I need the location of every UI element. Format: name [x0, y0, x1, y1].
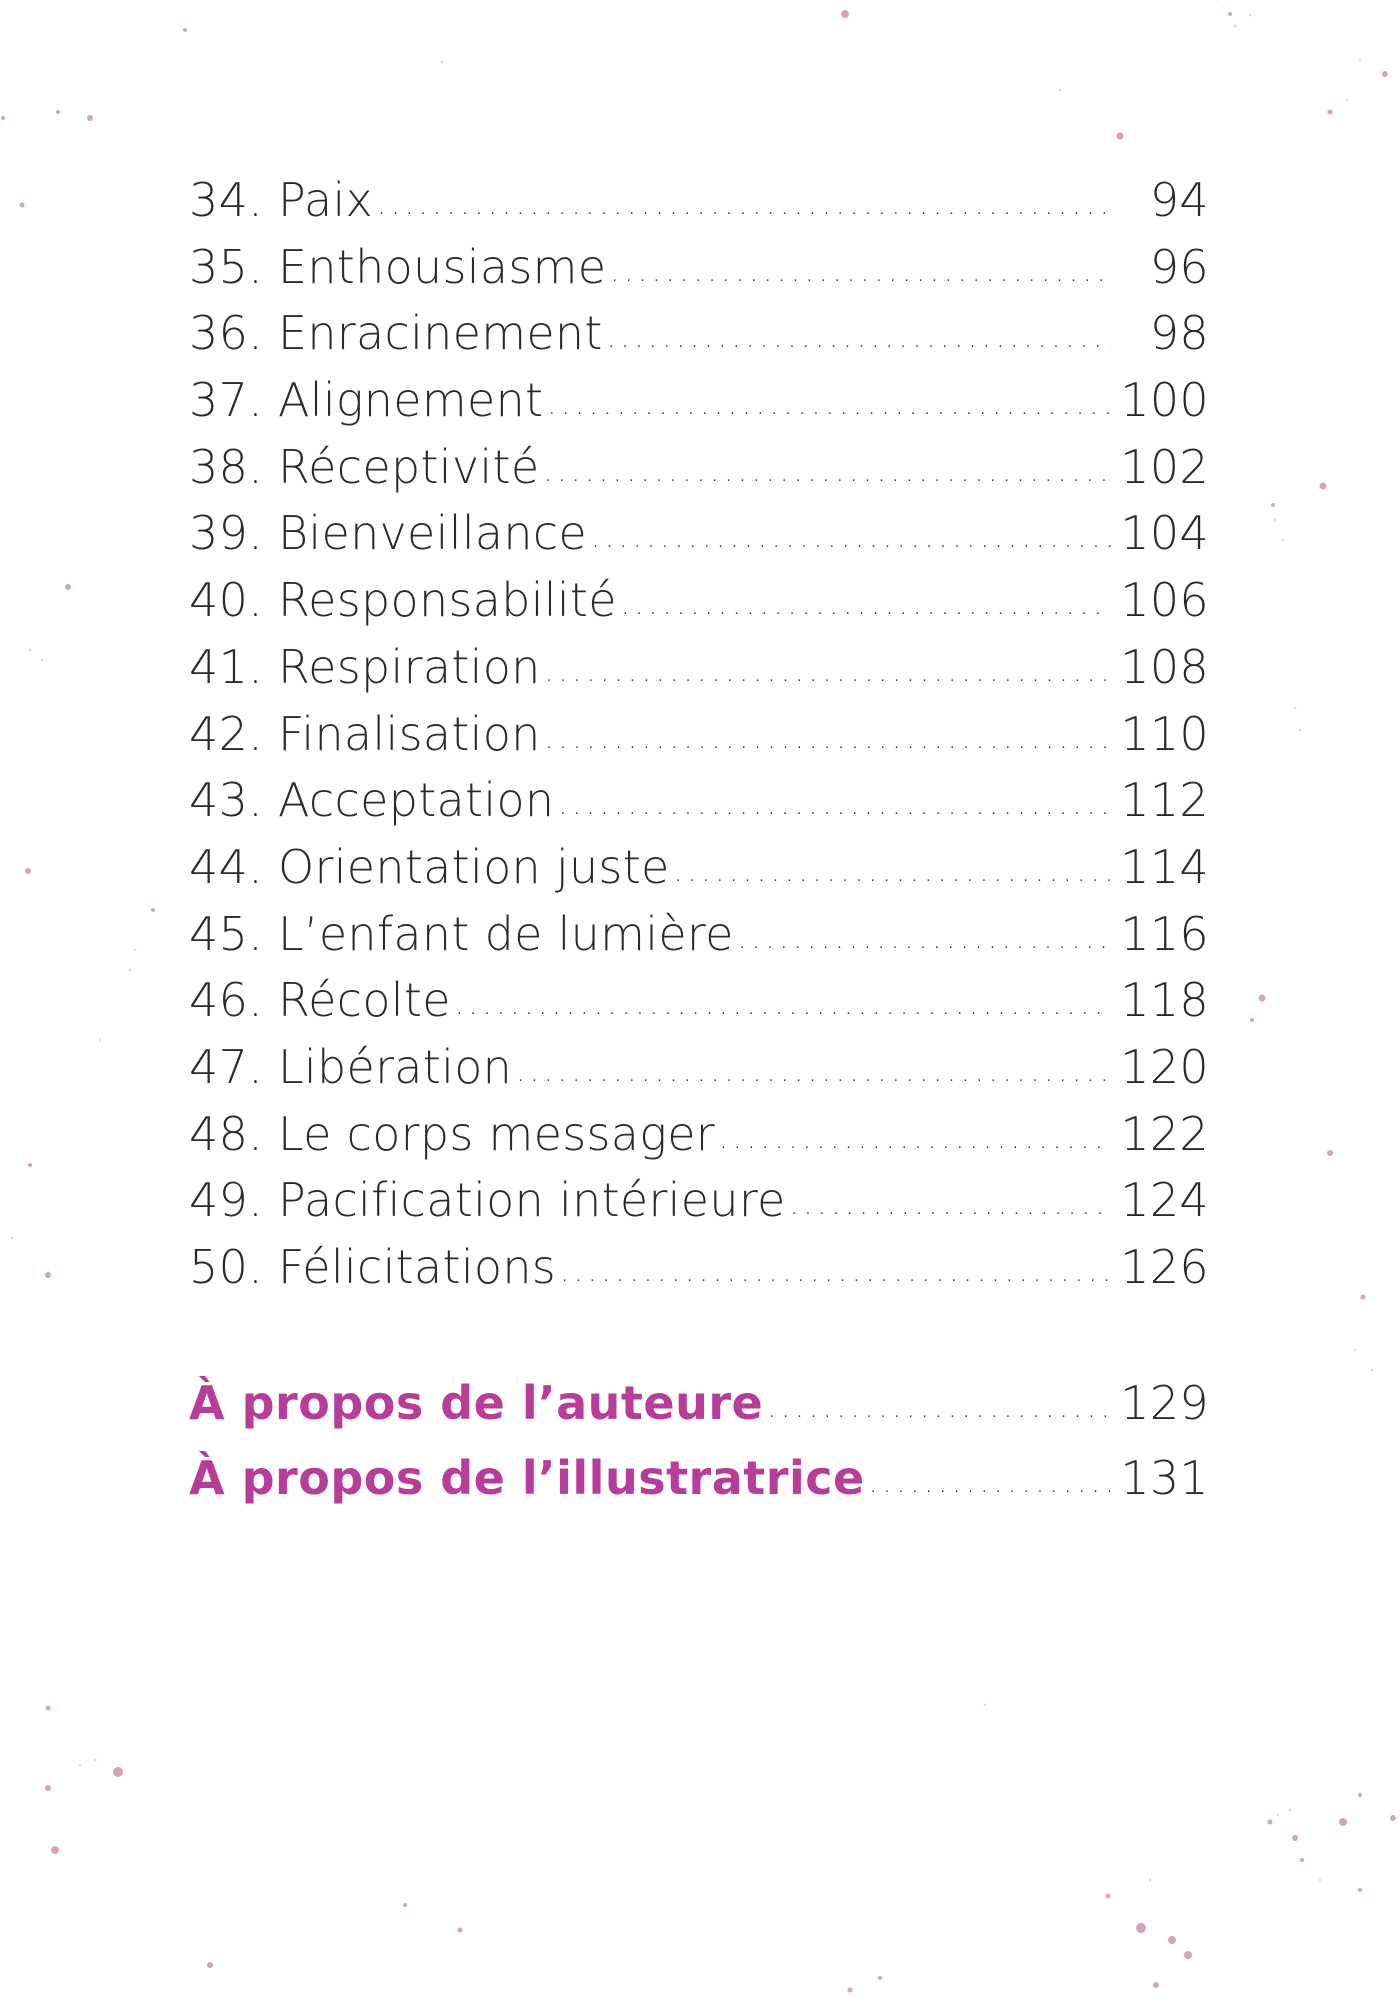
toc-entry-page: 110: [1120, 706, 1209, 761]
dot-leader: [545, 639, 1111, 706]
dot-leader: [738, 906, 1111, 973]
toc-entry-about-author[interactable]: [189, 1366, 1209, 1441]
toc-entry[interactable]: [189, 434, 1209, 501]
toc-entry-title: 43. Acceptation: [189, 773, 555, 828]
dot-leader: [545, 706, 1111, 773]
toc-entry-title: 36. Enracinement: [189, 306, 603, 361]
toc-entry-title: 50. Félicitations: [189, 1240, 557, 1294]
toc-entry[interactable]: [189, 500, 1209, 567]
toc-entry[interactable]: [189, 834, 1209, 901]
toc-entry-page: 94: [1149, 173, 1209, 227]
dot-leader: [610, 239, 1111, 306]
toc-entry-page: 131: [1120, 1451, 1209, 1505]
table-of-contents: [189, 167, 1209, 1301]
toc-entry-page: 98: [1149, 306, 1209, 361]
toc-entry-page: 118: [1120, 973, 1209, 1028]
toc-entry[interactable]: [189, 701, 1209, 768]
toc-entry-title: 39. Bienveillance: [189, 506, 588, 561]
toc-entry[interactable]: [189, 1034, 1209, 1101]
toc-entry[interactable]: [189, 634, 1209, 701]
toc-entry-page: 108: [1120, 639, 1209, 694]
toc-entry[interactable]: [189, 1101, 1209, 1168]
dot-leader: [558, 772, 1111, 839]
toc-entry[interactable]: [189, 300, 1209, 367]
toc-entry-title: 49. Pacification intérieure: [189, 1173, 786, 1228]
toc-entry[interactable]: [189, 1167, 1209, 1234]
toc-entry-title: À propos de l’auteure: [189, 1376, 764, 1430]
toc-entry-title: 42. Finalisation: [189, 706, 541, 761]
dot-leader: [591, 505, 1111, 572]
toc-entry-page: 120: [1120, 1039, 1209, 1094]
dot-leader: [377, 172, 1111, 239]
toc-entry-title: 34. Paix: [189, 173, 374, 227]
toc-entry[interactable]: [189, 567, 1209, 634]
dot-leader: [869, 1445, 1111, 1520]
toc-entry-page: 106: [1120, 573, 1209, 628]
dot-leader: [621, 572, 1111, 639]
toc-entry-title: 48. Le corps messager: [189, 1106, 716, 1161]
toc-entry-page: 126: [1120, 1240, 1209, 1294]
toc-entry[interactable]: [189, 767, 1209, 834]
toc-entry-title: À propos de l’illustratrice: [189, 1451, 865, 1505]
toc-entry-page: 129: [1120, 1376, 1209, 1430]
toc-entry-title: 35. Enthousiasme: [189, 239, 607, 294]
toc-entry-title: 38. Réceptivité: [189, 439, 540, 494]
dot-leader: [790, 1172, 1111, 1239]
toc-appendix: [189, 1366, 1209, 1516]
dot-leader: [719, 1106, 1111, 1173]
toc-entry[interactable]: [189, 167, 1209, 234]
toc-entry-title: 41. Respiration: [189, 639, 541, 694]
toc-entry-page: 100: [1120, 373, 1209, 428]
toc-entry-title: 47. Libération: [189, 1039, 513, 1094]
toc-entry-title: 45. L’enfant de lumière: [189, 906, 734, 961]
dot-leader: [767, 1370, 1111, 1445]
toc-entry-page: 104: [1120, 506, 1209, 561]
toc-entry-title: 37. Alignement: [189, 373, 544, 428]
toc-entry-page: 116: [1120, 906, 1209, 961]
dot-leader: [543, 439, 1111, 506]
toc-entry-page: 124: [1120, 1173, 1209, 1228]
toc-entry[interactable]: [189, 1234, 1209, 1301]
toc-entry[interactable]: [189, 367, 1209, 434]
toc-entry-page: 102: [1120, 439, 1209, 494]
toc-entry[interactable]: [189, 967, 1209, 1034]
dot-leader: [607, 305, 1111, 372]
toc-entry-page: 112: [1120, 773, 1209, 828]
toc-entry-title: 40. Responsabilité: [189, 573, 617, 628]
toc-entry-page: 122: [1120, 1106, 1209, 1161]
toc-entry-page: 114: [1120, 839, 1209, 894]
dot-leader: [560, 1239, 1111, 1306]
toc-entry-about-illustrator[interactable]: [189, 1441, 1209, 1516]
toc-entry[interactable]: [189, 234, 1209, 301]
toc-entry[interactable]: [189, 901, 1209, 968]
toc-entry-page: 96: [1149, 239, 1209, 294]
toc-entry-title: 46. Récolte: [189, 973, 451, 1028]
dot-leader: [547, 372, 1111, 439]
dot-leader: [516, 1039, 1111, 1106]
toc-entry-title: 44. Orientation juste: [189, 839, 670, 894]
dot-leader: [674, 839, 1111, 906]
dot-leader: [455, 972, 1111, 1039]
